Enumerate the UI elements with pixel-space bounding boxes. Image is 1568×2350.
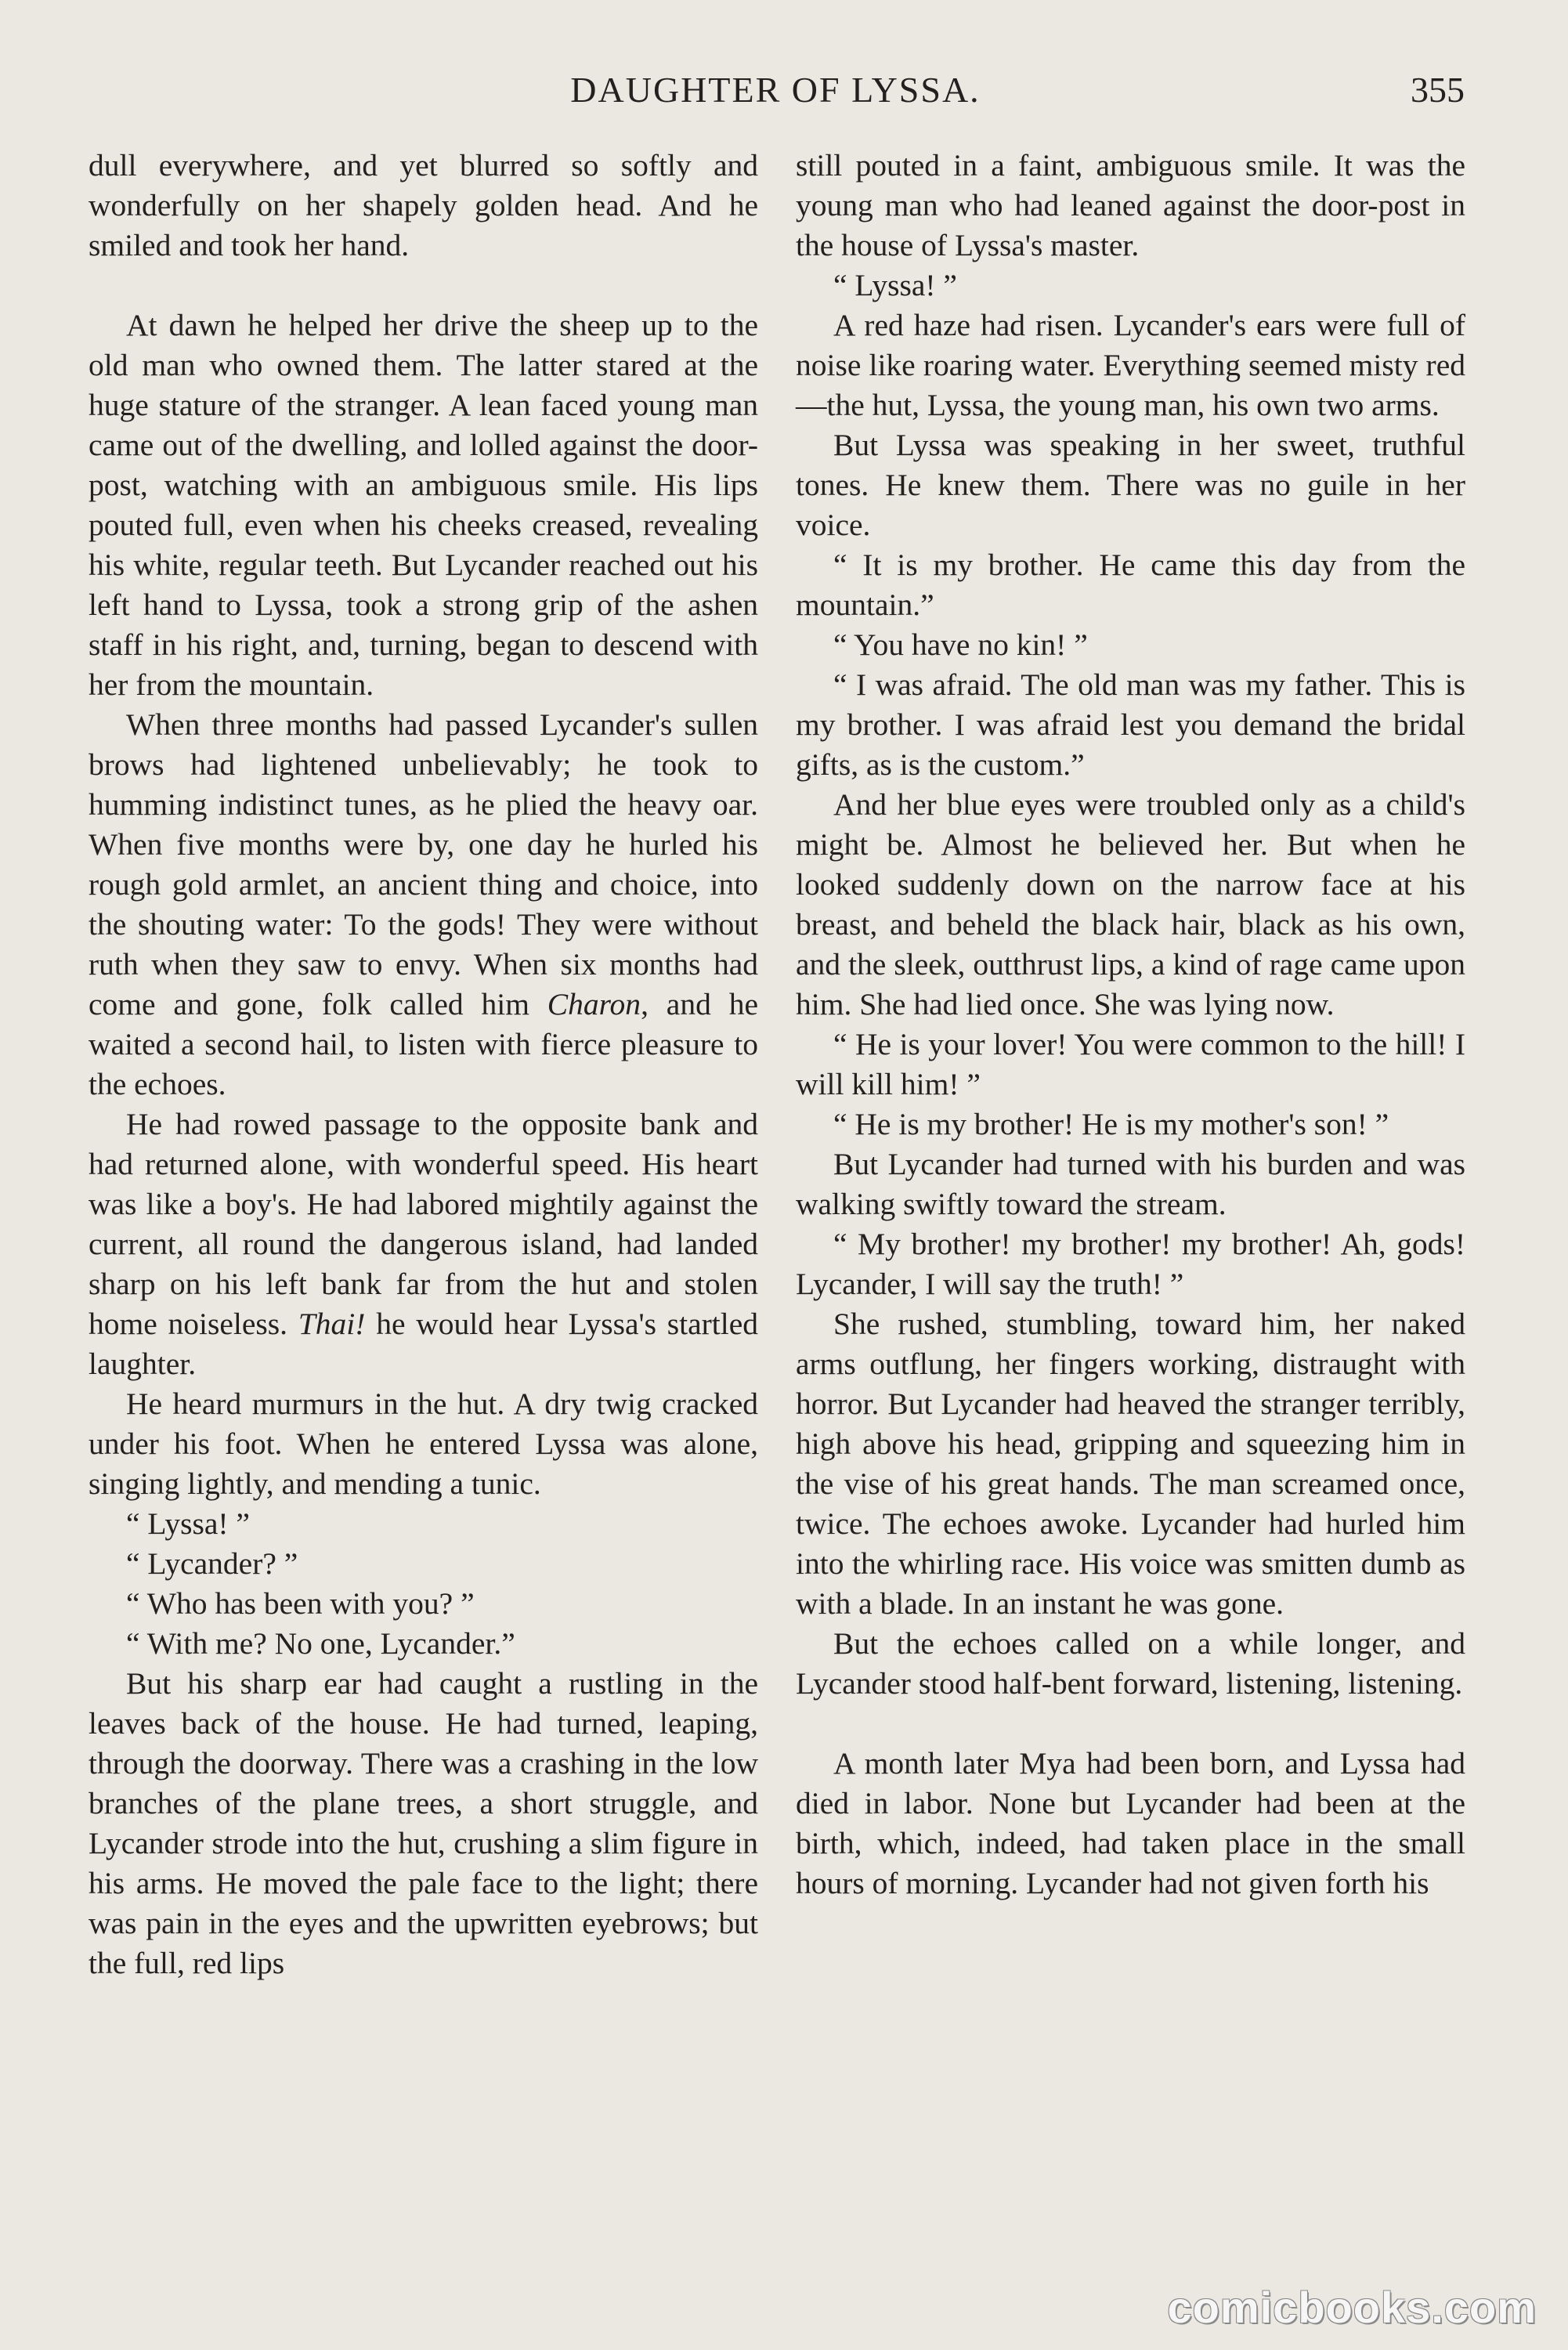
paragraph: She rushed, stumbling, toward him, her naked arms outflung, her fingers working, distraught with horror. But Lycander had heaved the stranger terribly, high above his head, gripping and squeezing him in the vise of his great hands. The man screamed once, twice. The echoes awoke. Lycander had hurled him into the whirling race. His voice was smitten dumb as with a blade. In an instant he was gone. <box>796 1307 1465 1621</box>
text-run: He had rowed passage to the opposite bank and had returned alone, with wonderful speed. His heart was like a boy's. He had labored mightily against the current, all round the dangerous island, had landed sharp on his left bank far from the hut and stolen home noiseless. <box>89 1107 758 1341</box>
text-run: he would hear Lyssa's startled laughter. <box>89 1307 758 1381</box>
paragraph: A red haze had risen. Lycander's ears were full of noise like roaring water. Everything seemed misty red—the hut, Lyssa, the young man, his own two arms. <box>796 308 1465 422</box>
paragraph: At dawn he helped her drive the sheep up to the old man who owned them. The latter stared at the huge stature of the stranger. A lean faced young man came out of the dwelling, and lolled against the door-post, watching with an ambiguous smile. His lips pouted full, even when his cheeks creased, revealing his white, regular teeth. But Lycander reached out his left hand to Lyssa, took a strong grip of the ashen staff in his right, and, turning, began to descend with her from the mountain. <box>89 308 758 702</box>
text-run: , and he waited a second hail, to listen with fierce pleasure to the echoes. <box>89 987 758 1101</box>
paragraph: But his sharp ear had caught a rustling in the leaves back of the house. He had turned, leaping, through the doorway. There was a crashing in the low branches of the plane trees, a short struggle, and Lycander strode into the hut, crushing a slim figure in his arms. He moved the pale face to the light; there was pain in the eyes and the upwritten eyebrows; but the full, red lips <box>89 1666 758 1980</box>
italic-text: Charon <box>547 987 641 1021</box>
paragraph: A month later Mya had been born, and Lyssa had died in labor. None but Lycander had been at the birth, which, indeed, had taken place in the small hours of morning. Lycander had not given forth his <box>796 1746 1465 1900</box>
paragraph: But Lycander had turned with his burden and was walking swiftly toward the stream. <box>796 1147 1465 1221</box>
dialogue-line: “ He is my brother! He is my mother's son! ” <box>833 1107 1389 1141</box>
dialogue-line: “ Who has been with you? ” <box>126 1586 475 1621</box>
dialogue-line: “ Lycander? ” <box>126 1546 298 1581</box>
dialogue-line: “ You have no kin! ” <box>833 627 1088 662</box>
paragraph: But Lyssa was speaking in her sweet, truthful tones. He knew them. There was no guile in her voice. <box>796 428 1465 542</box>
dialogue-line: “ It is my brother. He came this day from the mountain.” <box>796 548 1465 622</box>
paragraph <box>89 705 758 1104</box>
dialogue-line: “ My brother! my brother! my brother! Ah, gods! Lycander, I will say the truth! ” <box>796 1227 1465 1301</box>
paragraph: And her blue eyes were troubled only as a child's might be. Almost he believed her. But when he looked suddenly down on the narrow face at his breast, and beheld the black hair, black as his own, and the sleek, outthrust lips, a kind of rage came upon him. She had lied once. She was lying now. <box>796 787 1465 1021</box>
paragraph: still pouted in a faint, ambiguous smile. It was the young man who had leaned against the door-post in the house of Lyssa's master. <box>796 148 1465 262</box>
left-column <box>89 146 758 1983</box>
watermark: comicbooks.com <box>1167 2283 1537 2332</box>
paragraph: He heard murmurs in the hut. A dry twig cracked under his foot. When he entered Lyssa was alone, singing lightly, and mending a tunic. <box>89 1386 758 1501</box>
dialogue-line: “ Lyssa! ” <box>126 1506 250 1541</box>
running-title: DAUGHTER OF LYSSA. <box>570 70 981 110</box>
paragraph <box>89 1104 758 1384</box>
page-number: 355 <box>1411 70 1465 110</box>
paragraph: dull everywhere, and yet blurred so softly and wonderfully on her shapely golden head. And he smiled and took her hand. <box>89 148 758 262</box>
dialogue-line: “ Lyssa! ” <box>833 268 957 302</box>
text-run: When three months had passed Lycander's sullen brows had lightened unbelievably; he took to humming indistinct tunes, as he plied the heavy oar. When five months were by, one day he hurled his rough gold armlet, an ancient thing and choice, into the shouting water: To the gods! They were without ruth when they saw to envy. When six months had come and gone, folk called him <box>89 707 758 1021</box>
dialogue-line: “ I was afraid. The old man was my father. This is my brother. I was afraid lest you demand the bridal gifts, as is the custom.” <box>796 667 1465 782</box>
page-header <box>86 69 1465 124</box>
dialogue-line: “ With me? No one, Lycander.” <box>126 1626 515 1661</box>
dialogue-line: “ He is your lover! You were common to the hill! I will kill him! ” <box>796 1027 1465 1101</box>
right-column <box>796 146 1465 1904</box>
paragraph: But the echoes called on a while longer, and Lycander stood half-bent forward, listening, listening. <box>796 1626 1465 1701</box>
italic-text: Thai! <box>298 1307 366 1341</box>
